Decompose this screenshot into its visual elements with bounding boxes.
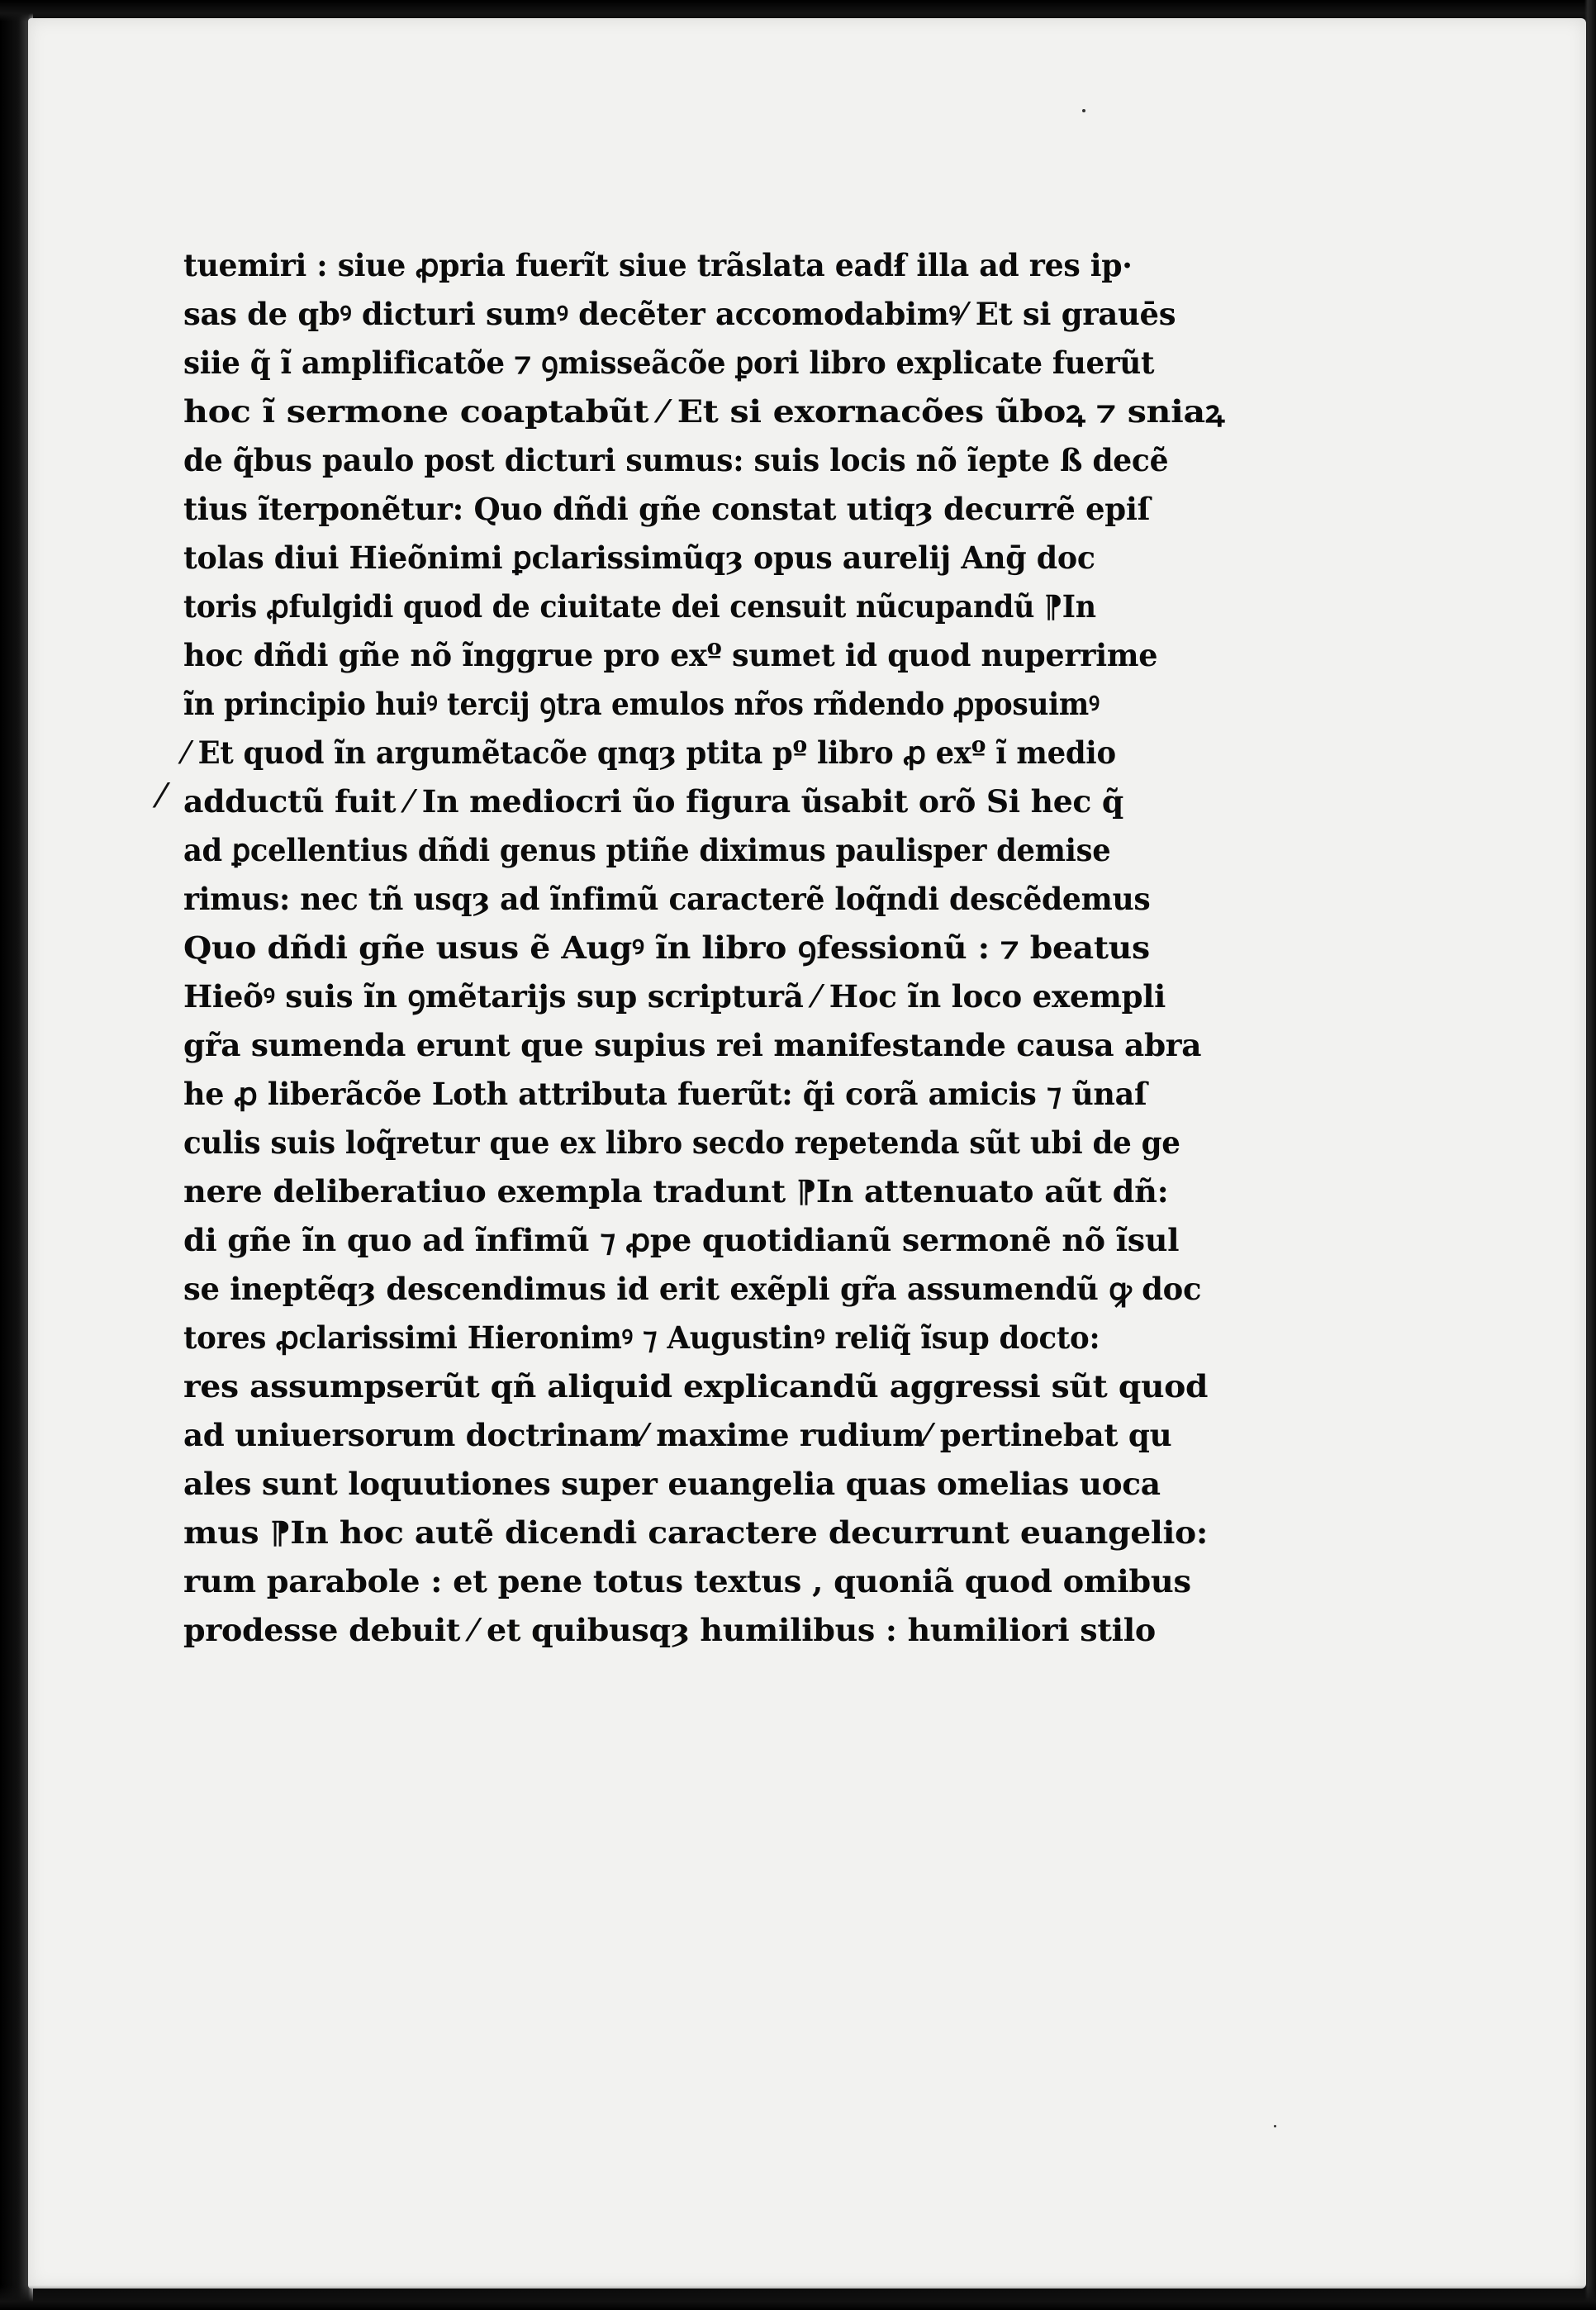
text-line: toris ꝓfulgidi quod de ciuitate dei censuit nũcupandũ ⁋In [183,588,1096,625]
text-line: rimus: nec tñ usqȝ ad ĩnfimũ caracterẽ loq̃ndi descẽdemus [183,881,1151,917]
text-line: se ineptẽqȝ descendimus id erit exẽpli gr̃a assumendũ ꝙ doc [183,1271,1202,1307]
text-line: ales sunt loquutiones super euangelia quas omelias uoca [183,1466,1161,1502]
text-line: tius ĩterponẽtur: Quo dñdi gñe constat utiqȝ decurrẽ epiſ [183,491,1151,527]
text-line: hoc dñdi gñe nõ ĩnggrue pro exº sumet id quod nuperrime [183,637,1158,673]
right-scan-edge [1584,0,1596,2310]
text-line: ĩn principio huiꝰ tercij ꝯtra emulos nr̃os rñdendo ꝓposuimꝰ [183,686,1100,722]
text-line: rum parabole : et pene totus textus , quoniã quod omibus [183,1563,1191,1599]
text-block [183,241,1225,1655]
bottom-scan-edge [0,2285,1596,2310]
paper-speck [1082,109,1085,112]
text-line: nere deliberatiuo exempla tradunt ⁋In attenuato aũt dñ: [183,1173,1169,1210]
text-line: mus ⁋In hoc autẽ dicendi caractere decurrunt euangelio: [183,1514,1209,1551]
text-line: hoc ĩ sermone coaptabũt ⁄ Et si exornacões ũboꝝ ⁊ sniaꝝ [183,393,1225,430]
text-line: ad uniuersorum doctrinam⁄ maxime rudium⁄ pertinebat qu [183,1417,1172,1453]
text-line: Hieõꝰ suis ĩn ꝯmẽtarijs sup scripturã ⁄ Hoc ĩn loco exempli [183,978,1166,1015]
text-line: siie q̃ ĩ amplificatõe ⁊ ꝯmisseãcõe ꝑori libro explicate fuerũt [183,345,1155,381]
text-line: adductũ fuit ⁄ In mediocri ũo figura ũsabit orõ Si hec q̃ [183,783,1123,820]
text-line: res assumpserũt qñ aliquid explicandũ aggressi sũt quod [183,1368,1209,1405]
margin-mark: ⁄ [159,777,164,815]
text-line: tuemiri : siue ꝓpria fuerĩt siue trãslata eadẜ illa ad res ip· [183,247,1133,283]
paper-speck [1274,2125,1276,2127]
text-line: ⁄ Et quod ĩn argumẽtacõe qnqȝ ptita pº libro ꝓ exº ĩ medio [183,734,1116,771]
text-line: tolas diui Hieõnimi ꝑclarissimũqȝ opus aurelij Anḡ doc [183,539,1095,576]
text-line: de q̃bus paulo post dicturi sumus: suis locis nõ ĩepte ß decẽ [183,442,1169,478]
text-line: tores ꝓclarissimi Hieronimꝰ ⁊ Augustinꝰ reliq̃ ĩsup docto: [183,1319,1100,1356]
text-line: culis suis loq̃retur que ex libro secdo repetenda sũt ubi de ge [183,1124,1180,1161]
text-line: di gñe ĩn quo ad ĩnfimũ ⁊ ꝓpe quotidianũ sermonẽ nõ ĩsul [183,1222,1180,1258]
text-line: ad ꝑcellentius dñdi genus ptiñe diximus paulisper demise [183,832,1111,868]
text-line: prodesse debuit ⁄ et quibusqȝ humilibus : humiliori stilo [183,1612,1156,1648]
text-line: sas de qbꝰ dicturi sumꝰ decẽter accomodabimꝰ⁄ Et si grauēs [183,296,1176,332]
text-line: Quo dñdi gñe usus ẽ Augꝰ ĩn libro ꝯfessionũ : ⁊ beatus [183,929,1150,966]
text-line: gr̃a sumenda erunt que supius rei manifestande causa abra [183,1027,1202,1063]
text-line: he ꝓ liberãcõe Loth attributa fuerũt: q̃i corã amicis ⁊ ũnaſ [183,1076,1147,1112]
